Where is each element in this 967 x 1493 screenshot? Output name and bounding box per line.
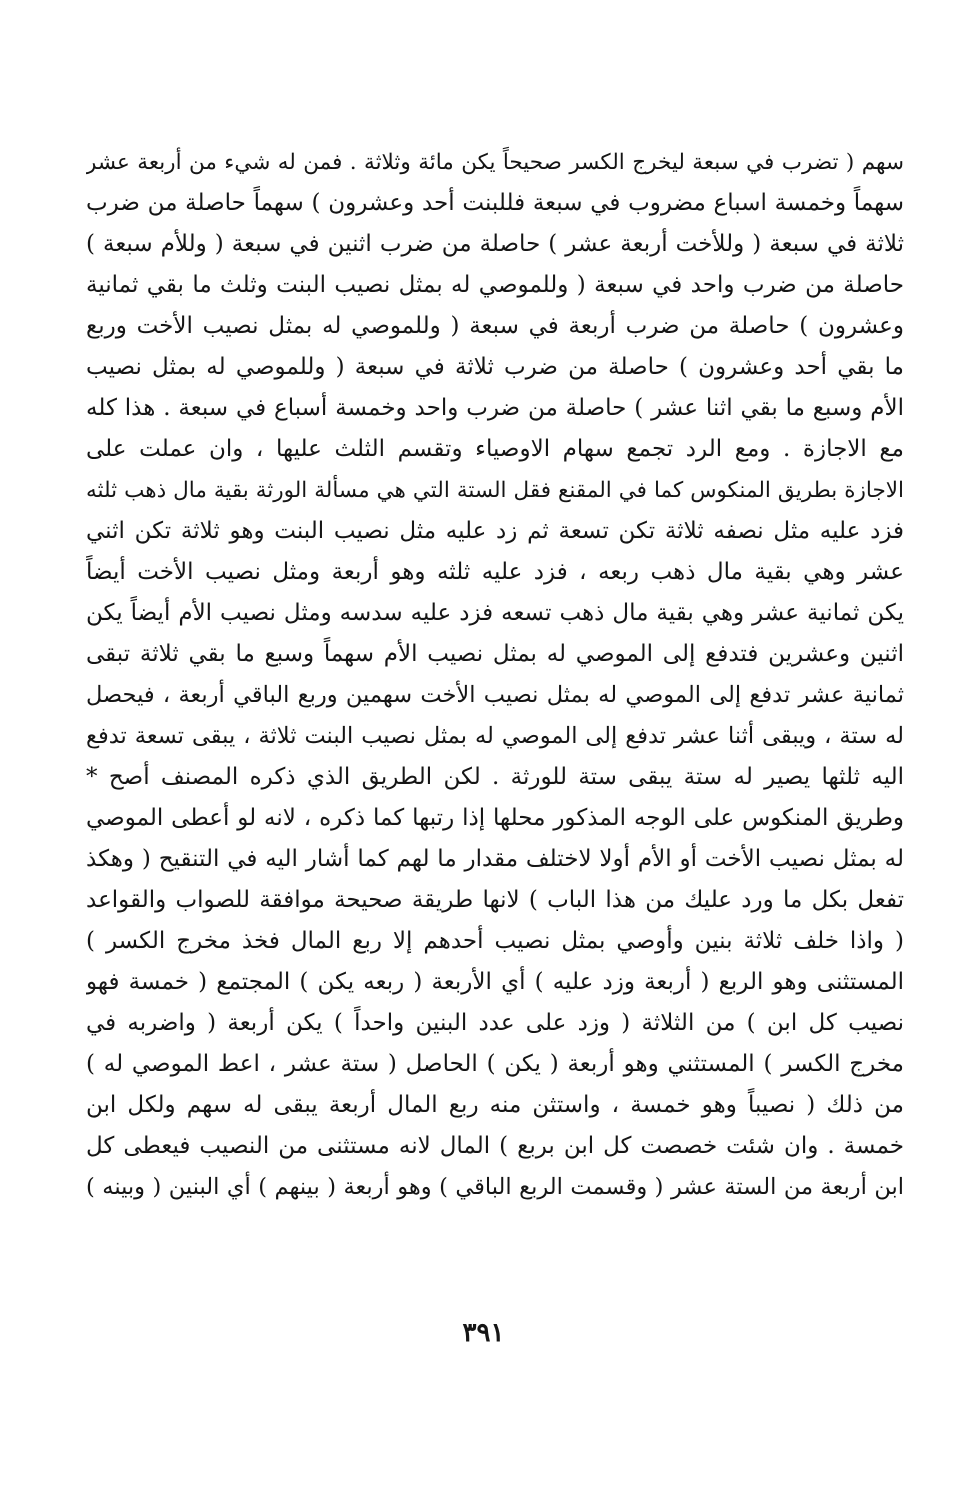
text-line-10: فزد عليه مثل نصفه ثلاثة تكن تسعة ثم زد عليه مثل نصيب البنت وهو ثلاثة تكن اثني	[86, 518, 904, 544]
text-line-19: تفعل بكل ما ورد عليك من هذا الباب ) لانها طريقة صحيحة موافقة للصواب والقواعد	[86, 887, 904, 913]
text-line-6: ما بقي أحد وعشرون ) حاصلة من ضرب ثلاثة في سبعة ( وللموصي له بمثل نصيب	[86, 354, 904, 380]
text-line-18: له بمثل نصيب الأخت أو الأم أولا لاختلف مقدار ما لهم كما أشار اليه في التنقيح ( وهكذ	[86, 846, 904, 872]
text-line-8: مع الاجازة . ومع الرد تجمع سهام الاوصياء وتقسم الثلث عليها ، وان عملت على	[86, 436, 904, 462]
text-line-14: ثمانية عشر تدفع إلى الموصي له بمثل نصيب الأخت سهمين وربع الباقي أربعة ، فيحصل	[86, 682, 904, 708]
text-line-22: نصيب كل ابن ) من الثلاثة ( وزد على عدد البنين واحداً ) يكن أربعة ( واضربه في	[86, 1010, 904, 1036]
text-line-20: ( واذا خلف ثلاثة بنين وأوصي بمثل نصيب أحدهم إلا ربع المال فخذ مخرج الكسر )	[86, 928, 904, 954]
text-line-3: ثلاثة في سبعة ( وللأخت أربعة عشر ) حاصلة من ضرب اثنين في سبعة ( وللأم سبعة )	[86, 231, 904, 257]
text-line-9: الاجازة بطريق المنكوس كما في المقنع فقل الستة التي هي مسألة الورثة بقية مال ذهب ثلثه	[86, 478, 904, 503]
text-line-11: عشر وهي بقية مال ذهب ربعه ، فزد عليه ثلثه وهو أربعة ومثل نصيب الأخت أيضاً	[86, 559, 904, 585]
text-line-25: خمسة . وان شئت خصصت كل ابن بربع ) المال لانه مستثنى من النصيب فيعطى كل	[86, 1133, 904, 1159]
text-line-13: اثنين وعشرين فتدفع إلى الموصي له بمثل نصيب الأم سهماً وسبع ما بقي ثلاثة تبقى	[86, 641, 904, 667]
text-line-23: مخرج الكسر ) المستثني وهو أربعة ( يكن ) الحاصل ( ستة عشر ، اعط الموصي له )	[86, 1051, 904, 1077]
text-line-2: سهماً وخمسة اسباع مضروب في سبعة فللبنت أحد وعشرون ) سهماً حاصلة من ضرب	[86, 190, 904, 216]
text-line-12: يكن ثمانية عشر وهي بقية مال ذهب تسعه فزد عليه سدسه ومثل نصيب الأم أيضاً يكن	[86, 600, 904, 626]
text-line-24: من ذلك ( نصيباً وهو خمسة ، واستثن منه ربع المال أربعة يبقى له سهم ولكل ابن	[86, 1092, 904, 1118]
text-line-17: وطريق المنكوس على الوجه المذكور محلها إذا رتبها كما ذكره ، لانه لو أعطى الموصي	[86, 805, 904, 831]
text-line-16: اليه ثلثها يصير له ستة يبقى ستة للورثة . لكن الطريق الذي ذكره المصنف أصح *	[86, 764, 904, 790]
text-line-7: الأم وسبع ما بقي اثنا عشر ) حاصلة من ضرب واحد وخمسة أسباع في سبعة . هذا كله	[86, 395, 904, 421]
text-line-4: حاصلة من ضرب واحد في سبعة ( وللموصي له بمثل نصيب البنت وثلث ما بقي ثمانية	[86, 272, 904, 298]
text-line-21: المستثنى وهو الربع ( أربعة وزد عليه ) أي الأربعة ( ربعه يكن ) المجتمع ( خمسة فهو	[86, 969, 904, 995]
page-number: ٣٩١	[462, 1318, 505, 1348]
text-line-26: ابن أربعة من الستة عشر ( وقسمت الربع الباقي ) وهو أربعة ( بينهم ) أي البنين ( وبينه )	[86, 1174, 904, 1200]
text-line-1: سهم ( تضرب في سبعة ليخرج الكسر صحيحاً يكن مائة وثلاثة . فمن له شيء من أربعة عشر	[86, 150, 904, 175]
text-line-5: وعشرون ) حاصلة من ضرب أربعة في سبعة ( وللموصي له بمثل نصيب الأخت وربع	[86, 313, 904, 339]
text-line-15: له ستة ، ويبقى أثنا عشر تدفع إلى الموصي له بمثل نصيب البنت ثلاثة ، يبقى تسعة تدفع	[86, 723, 904, 749]
body-text	[86, 142, 904, 1208]
